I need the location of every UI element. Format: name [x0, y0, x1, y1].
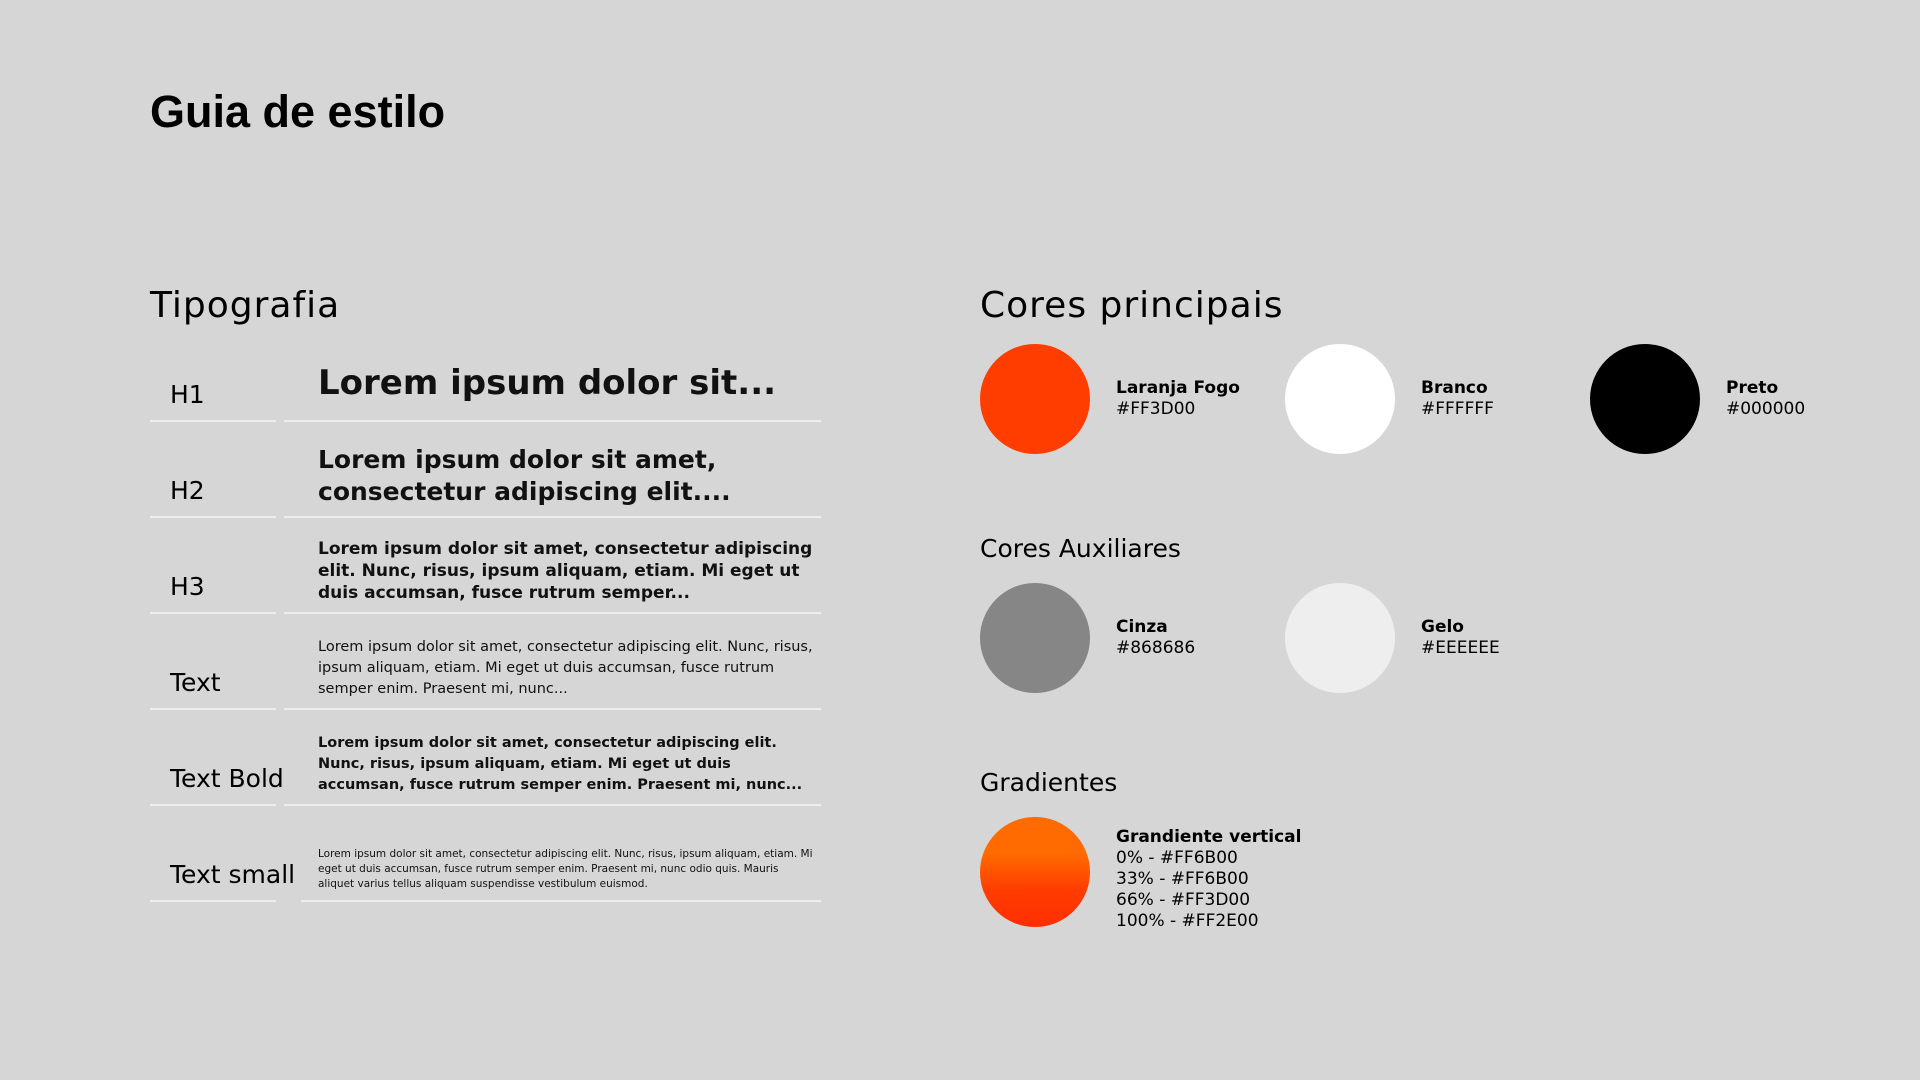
color-circle	[980, 583, 1090, 693]
type-sample-h1: Lorem ipsum dolor sit...	[318, 363, 777, 403]
type-row-text-bold	[150, 710, 821, 806]
gradients-section-title: Gradientes	[980, 768, 1118, 797]
gradient-stop: 33% - #FF6B00	[1116, 869, 1249, 889]
color-hex: #868686	[1116, 638, 1196, 658]
color-circle	[1590, 344, 1700, 454]
type-label-text-small: Text small	[170, 860, 296, 889]
swatch-cinza	[980, 583, 1300, 693]
gradient-name: Grandiente vertical	[1116, 827, 1302, 847]
color-hex: #FFFFFF	[1421, 399, 1494, 419]
swatch-gelo	[1285, 583, 1605, 693]
color-circle	[980, 344, 1090, 454]
typography-section-title: Tipografia	[150, 285, 341, 326]
type-label-h1: H1	[170, 380, 205, 409]
color-name: Branco	[1421, 378, 1488, 398]
type-label-h3: H3	[170, 572, 205, 601]
type-sample-h3: Lorem ipsum dolor sit amet, consectetur adipiscing elit. Nunc, risus, ipsum aliquam, etiam. Mi eget ut duis accumsan, fusce rutrum semper...	[318, 539, 813, 603]
gradient-stop: 100% - #FF2E00	[1116, 911, 1259, 931]
color-circle	[1285, 583, 1395, 693]
type-sample-text-bold: Lorem ipsum dolor sit amet, consectetur adipiscing elit. Nunc, risus, ipsum aliquam, etiam. Mi eget ut duis accumsan, fusce rutrum semper enim. Praesent mi, nunc...	[318, 735, 803, 793]
color-hex: #FF3D00	[1116, 399, 1196, 419]
color-name: Preto	[1726, 378, 1779, 398]
gradient-circle	[980, 817, 1090, 927]
type-row-text	[150, 614, 821, 710]
color-name: Cinza	[1116, 617, 1168, 637]
type-row-h1	[150, 326, 821, 422]
type-sample-text: Lorem ipsum dolor sit amet, consectetur adipiscing elit. Nunc, risus, ipsum aliquam, etiam. Mi eget ut duis accumsan, fusce rutrum semper enim. Praesent mi, nunc...	[318, 639, 813, 697]
color-circle	[1285, 344, 1395, 454]
color-name: Laranja Fogo	[1116, 378, 1240, 398]
main-colors-section-title: Cores principais	[980, 285, 1284, 326]
type-label-text: Text	[170, 668, 221, 697]
swatch-branco	[1285, 344, 1605, 454]
type-label-h2: H2	[170, 476, 205, 505]
gradient-stop: 66% - #FF3D00	[1116, 890, 1251, 910]
aux-colors-section-title: Cores Auxiliares	[980, 534, 1181, 563]
gradient-stop: 0% - #FF6B00	[1116, 848, 1238, 868]
page-title: Guia de estilo	[150, 86, 446, 137]
swatch-laranja-fogo	[980, 344, 1300, 454]
swatch-gradient-vertical	[980, 817, 1302, 931]
type-label-text-bold: Text Bold	[170, 764, 284, 793]
swatch-preto	[1590, 344, 1910, 454]
type-row-h2	[150, 422, 821, 518]
type-row-text-small	[150, 806, 821, 902]
color-hex: #000000	[1726, 399, 1806, 419]
color-name: Gelo	[1421, 617, 1464, 637]
type-row-h3	[150, 518, 821, 614]
color-hex: #EEEEEE	[1421, 638, 1500, 658]
type-sample-text-small: Lorem ipsum dolor sit amet, consectetur adipiscing elit. Nunc, risus, ipsum aliquam, etiam. Mi eget ut duis accumsan, fusce rutrum semper enim. Praesent mi, nunc odio quis. Mauris aliquet varius tellus aliquam suspendisse vestibulum euismod.	[318, 848, 813, 890]
type-sample-h2: Lorem ipsum dolor sit amet, consectetur adipiscing elit....	[318, 445, 731, 506]
